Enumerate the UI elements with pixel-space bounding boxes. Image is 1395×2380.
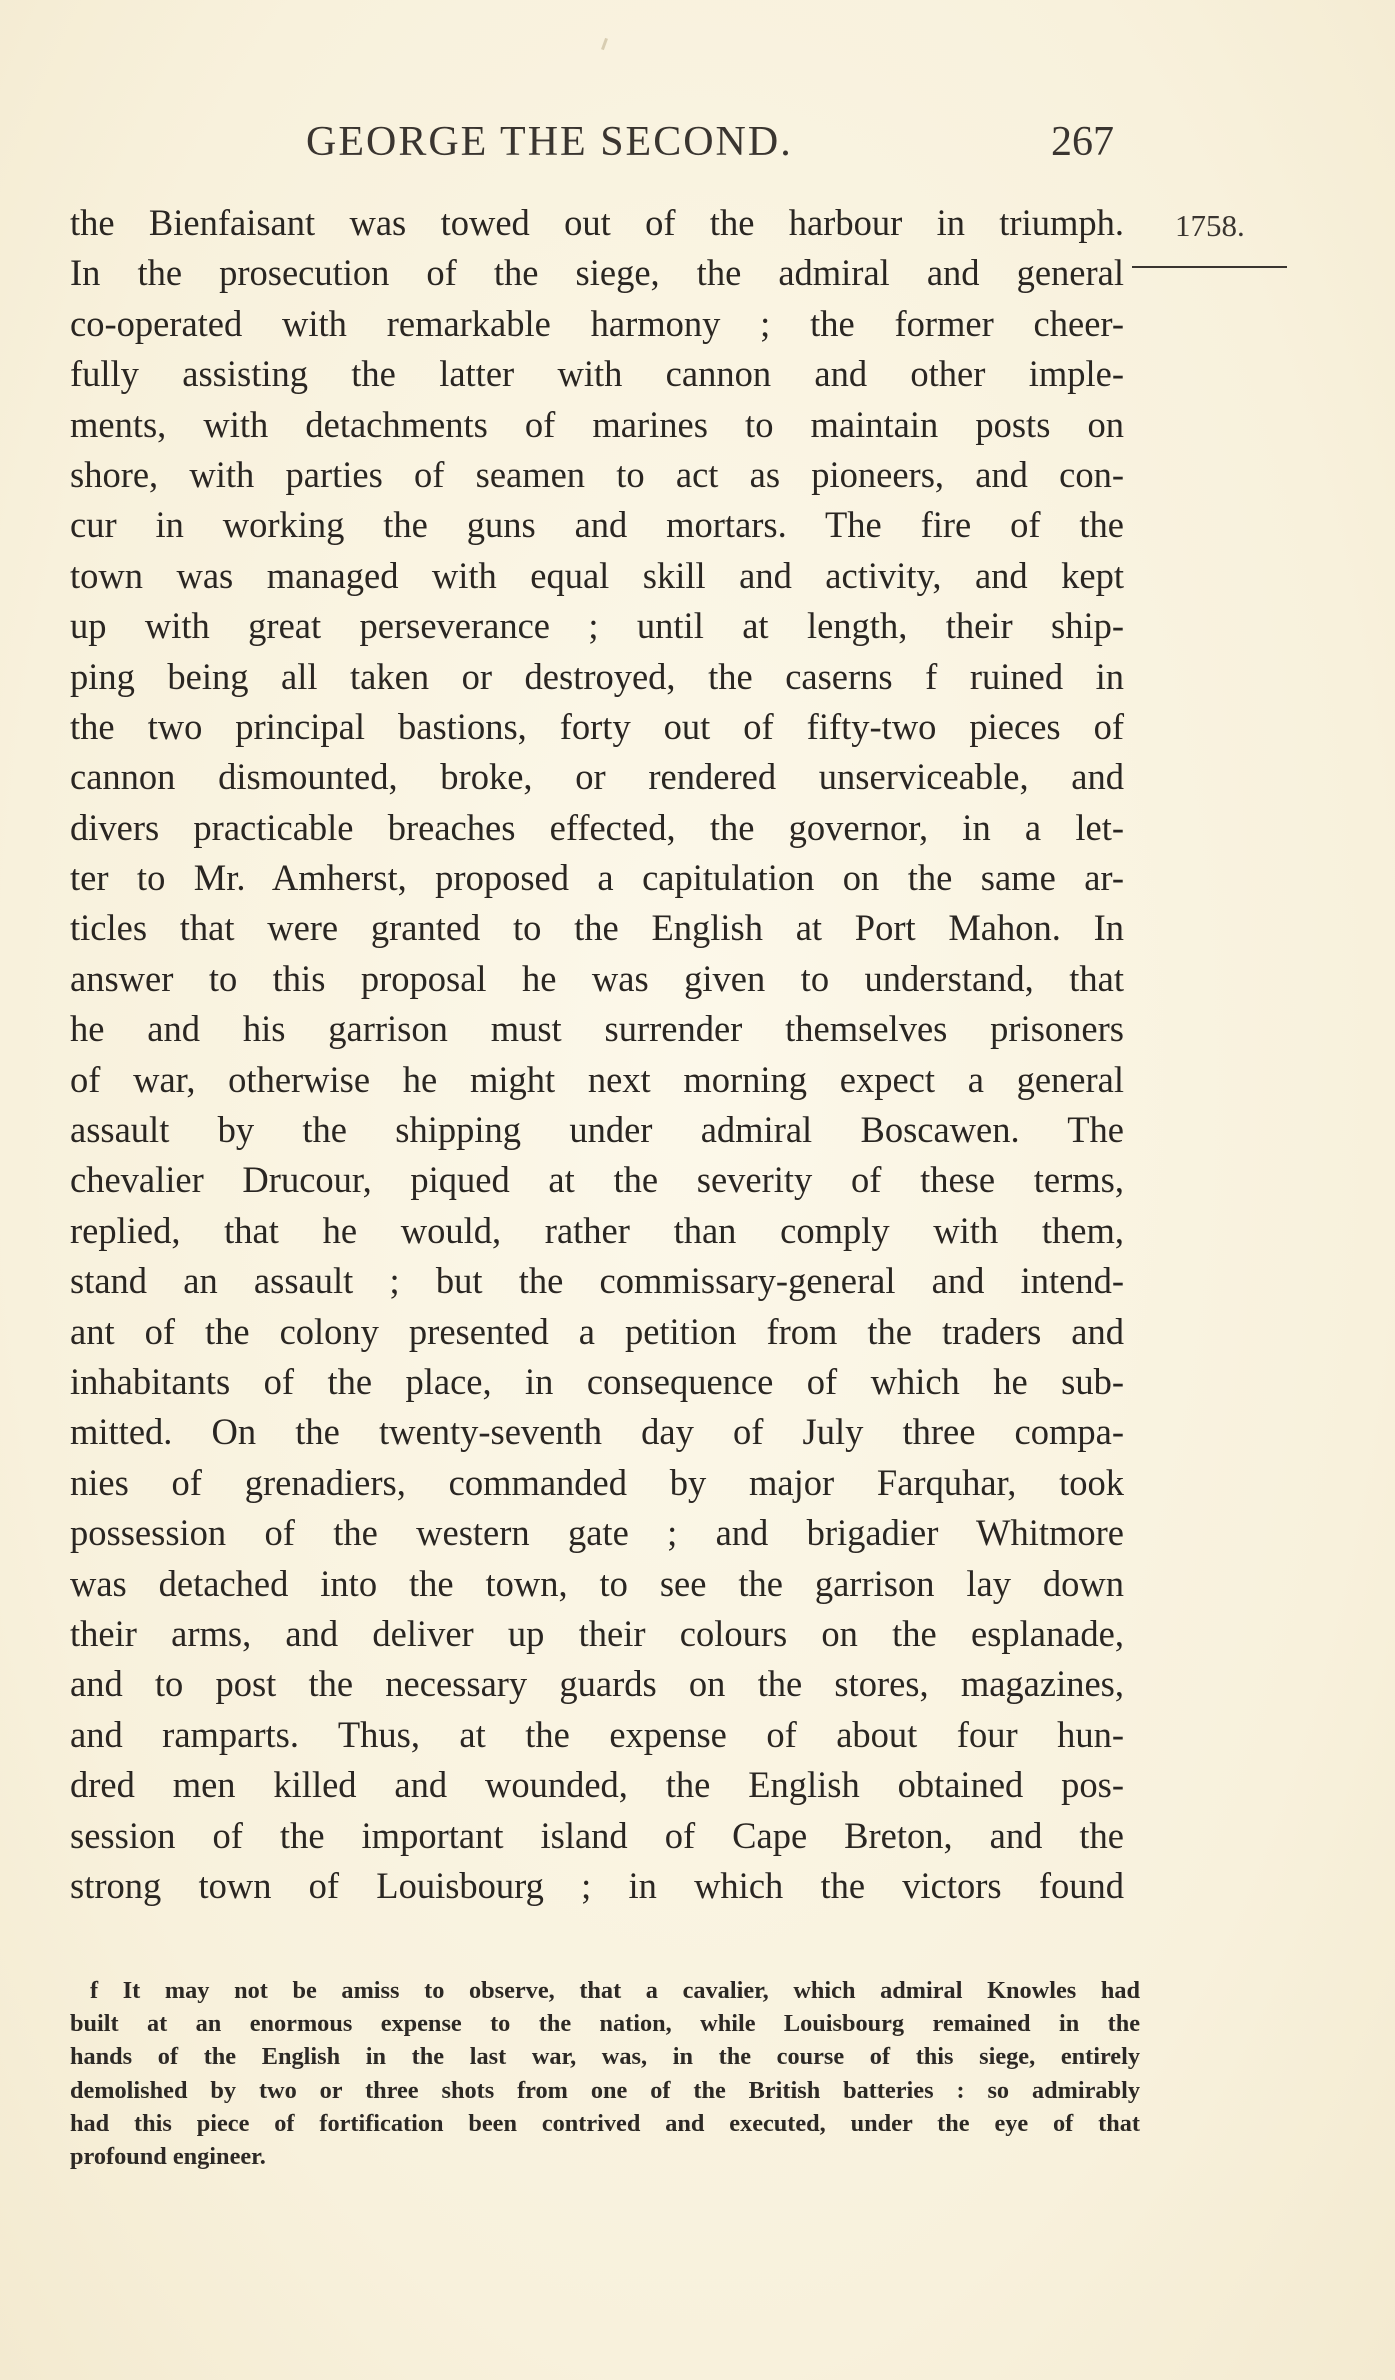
body-line: shore, with parties of seamen to act as pioneers, and con- <box>70 453 1124 495</box>
body-line: the Bienfaisant was towed out of the harbour in triumph. <box>70 202 1124 243</box>
page-number: 267 <box>1051 119 1114 165</box>
body-line: mitted. On the twenty-seventh day of July three compa- <box>70 1411 1124 1453</box>
body-line: the two principal bastions, forty out of fifty-two pieces of <box>70 705 1124 747</box>
body-line: In the prosecution of the siege, the admiral and general <box>70 252 1124 294</box>
running-head <box>300 118 1120 168</box>
margin-rule <box>1132 266 1287 268</box>
footnote-line: built at an enormous expense to the nation, while Louisbourg remained in the <box>70 2010 1140 2038</box>
body-line: strong town of Louisbourg ; in which the victors found <box>70 1864 1124 1906</box>
body-line: answer to this proposal he was given to understand, that <box>70 957 1124 999</box>
footnote-line: hands of the English in the last war, was, in the course of this siege, entirely <box>70 2043 1140 2071</box>
footnote-line: profound engineer. <box>70 2142 266 2170</box>
margin-year: 1758. <box>1175 208 1245 243</box>
running-title: GEORGE THE SECOND. <box>306 119 793 165</box>
body-line: cur in working the guns and mortars. The fire of the <box>70 504 1124 546</box>
body-line: and to post the necessary guards on the stores, magazines, <box>70 1663 1124 1705</box>
body-line: fully assisting the latter with cannon and other imple- <box>70 353 1124 395</box>
body-line: divers practicable breaches effected, the governor, in a let- <box>70 806 1124 848</box>
paper-mark <box>601 38 608 50</box>
body-line: chevalier Drucour, piqued at the severity of these terms, <box>70 1159 1124 1201</box>
footnote-line: had this piece of fortification been contrived and executed, under the eye of that <box>70 2109 1140 2137</box>
body-line: ant of the colony presented a petition from the traders and <box>70 1310 1124 1352</box>
body-line: stand an assault ; but the commissary-general and intend- <box>70 1260 1124 1302</box>
body-line: ticles that were granted to the English at Port Mahon. In <box>70 907 1124 949</box>
body-line: of war, otherwise he might next morning expect a general <box>70 1058 1124 1100</box>
body-line: co-operated with remarkable harmony ; the former cheer- <box>70 302 1124 344</box>
body-line: nies of grenadiers, commanded by major Farquhar, took <box>70 1461 1124 1503</box>
body-line: inhabitants of the place, in consequence of which he sub- <box>70 1360 1124 1402</box>
body-line: session of the important island of Cape Breton, and the <box>70 1814 1124 1856</box>
footnote <box>70 1974 1140 2173</box>
body-line: replied, that he would, rather than comply with them, <box>70 1209 1124 1251</box>
body-line: assault by the shipping under admiral Boscawen. The <box>70 1109 1124 1151</box>
body-line: up with great perseverance ; until at length, their ship- <box>70 605 1124 647</box>
body-line: ter to Mr. Amherst, proposed a capitulation on the same ar- <box>70 857 1124 899</box>
body-line: and ramparts. Thus, at the expense of about four hun- <box>70 1713 1124 1755</box>
body-text <box>70 198 1124 1911</box>
footnote-line: demolished by two or three shots from one of the British batteries : so admirably <box>70 2076 1140 2104</box>
body-line: ments, with detachments of marines to maintain posts on <box>70 403 1124 445</box>
body-line: was detached into the town, to see the garrison lay down <box>70 1562 1124 1604</box>
body-line: ping being all taken or destroyed, the caserns f ruined in <box>70 655 1124 697</box>
footnote-line: f It may not be amiss to observe, that a cavalier, which admiral Knowles had <box>90 1977 1140 2004</box>
body-line: he and his garrison must surrender themselves prisoners <box>70 1008 1124 1050</box>
body-line: town was managed with equal skill and activity, and kept <box>70 554 1124 596</box>
body-line: cannon dismounted, broke, or rendered unserviceable, and <box>70 756 1124 798</box>
body-line: their arms, and deliver up their colours on the esplanade, <box>70 1612 1124 1654</box>
body-line: possession of the western gate ; and brigadier Whitmore <box>70 1512 1124 1554</box>
body-line: dred men killed and wounded, the English obtained pos- <box>70 1764 1124 1806</box>
